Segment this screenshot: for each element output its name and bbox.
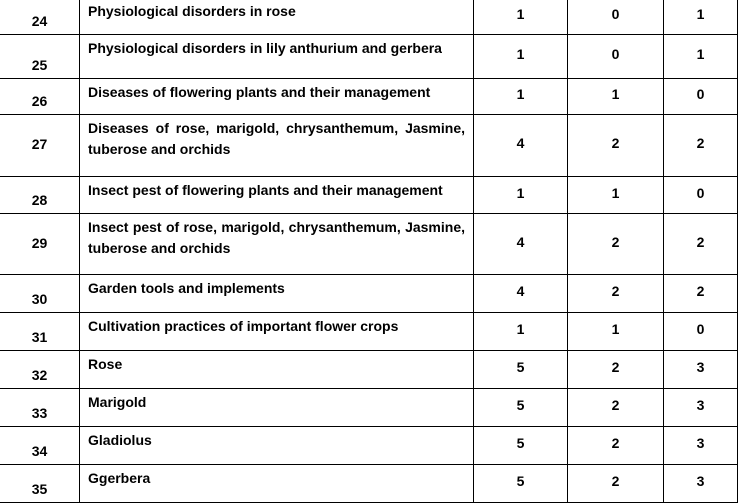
value-cell-2: 1	[568, 177, 664, 214]
value-cell-1: 1	[474, 79, 568, 115]
value-cell-1: 5	[474, 427, 568, 465]
value-cell-2: 1	[568, 313, 664, 351]
topic-cell: Physiological disorders in rose	[80, 0, 474, 35]
topic-cell: Gladiolus	[80, 427, 474, 465]
table-row	[0, 427, 738, 465]
value-cell-1: 5	[474, 389, 568, 427]
table-row	[0, 465, 738, 503]
value-cell-3: 3	[664, 465, 738, 503]
table-row	[0, 275, 738, 313]
value-cell-3: 2	[664, 275, 738, 313]
value-cell-1: 4	[474, 275, 568, 313]
value-cell-2: 2	[568, 389, 664, 427]
value-cell-2: 2	[568, 351, 664, 389]
row-number: 33	[0, 389, 80, 427]
row-number: 28	[0, 177, 80, 214]
value-cell-3: 3	[664, 427, 738, 465]
topic-cell: Physiological disorders in lily anthurium and gerbera	[80, 35, 474, 79]
row-number: 24	[0, 0, 80, 35]
value-cell-2: 2	[568, 465, 664, 503]
value-cell-1: 4	[474, 115, 568, 177]
row-number: 34	[0, 427, 80, 465]
table-row	[0, 177, 738, 214]
value-cell-1: 1	[474, 313, 568, 351]
value-cell-1: 5	[474, 351, 568, 389]
topic-cell: Rose	[80, 351, 474, 389]
topic-cell: Insect pest of rose, marigold, chrysanthemum, Jasmine, tuberose and orchids	[80, 214, 474, 275]
value-cell-3: 1	[664, 35, 738, 79]
table-row	[0, 79, 738, 115]
value-cell-1: 1	[474, 177, 568, 214]
value-cell-2: 0	[568, 0, 664, 35]
topic-cell: Diseases of rose, marigold, chrysanthemum, Jasmine, tuberose and orchids	[80, 115, 474, 177]
value-cell-3: 2	[664, 214, 738, 275]
table-row	[0, 351, 738, 389]
value-cell-2: 0	[568, 35, 664, 79]
table-row	[0, 214, 738, 275]
value-cell-2: 2	[568, 275, 664, 313]
value-cell-1: 5	[474, 465, 568, 503]
topic-cell: Marigold	[80, 389, 474, 427]
row-number: 32	[0, 351, 80, 389]
row-number: 30	[0, 275, 80, 313]
value-cell-3: 0	[664, 177, 738, 214]
table-row	[0, 313, 738, 351]
value-cell-2: 1	[568, 79, 664, 115]
row-number: 26	[0, 79, 80, 115]
value-cell-1: 1	[474, 0, 568, 35]
table-row	[0, 115, 738, 177]
topic-cell: Ggerbera	[80, 465, 474, 503]
table-row	[0, 389, 738, 427]
topic-cell: Cultivation practices of important flower crops	[80, 313, 474, 351]
value-cell-2: 2	[568, 115, 664, 177]
value-cell-1: 4	[474, 214, 568, 275]
value-cell-3: 3	[664, 389, 738, 427]
row-number: 25	[0, 35, 80, 79]
topic-cell: Insect pest of flowering plants and their management	[80, 177, 474, 214]
row-number: 29	[0, 214, 80, 275]
topic-cell: Diseases of flowering plants and their management	[80, 79, 474, 115]
value-cell-3: 0	[664, 313, 738, 351]
value-cell-3: 2	[664, 115, 738, 177]
value-cell-1: 1	[474, 35, 568, 79]
value-cell-2: 2	[568, 427, 664, 465]
value-cell-3: 0	[664, 79, 738, 115]
row-number: 35	[0, 465, 80, 503]
value-cell-2: 2	[568, 214, 664, 275]
table-row	[0, 0, 738, 35]
value-cell-3: 1	[664, 0, 738, 35]
value-cell-3: 3	[664, 351, 738, 389]
row-number: 27	[0, 115, 80, 177]
topic-cell: Garden tools and implements	[80, 275, 474, 313]
table-row	[0, 35, 738, 79]
row-number: 31	[0, 313, 80, 351]
